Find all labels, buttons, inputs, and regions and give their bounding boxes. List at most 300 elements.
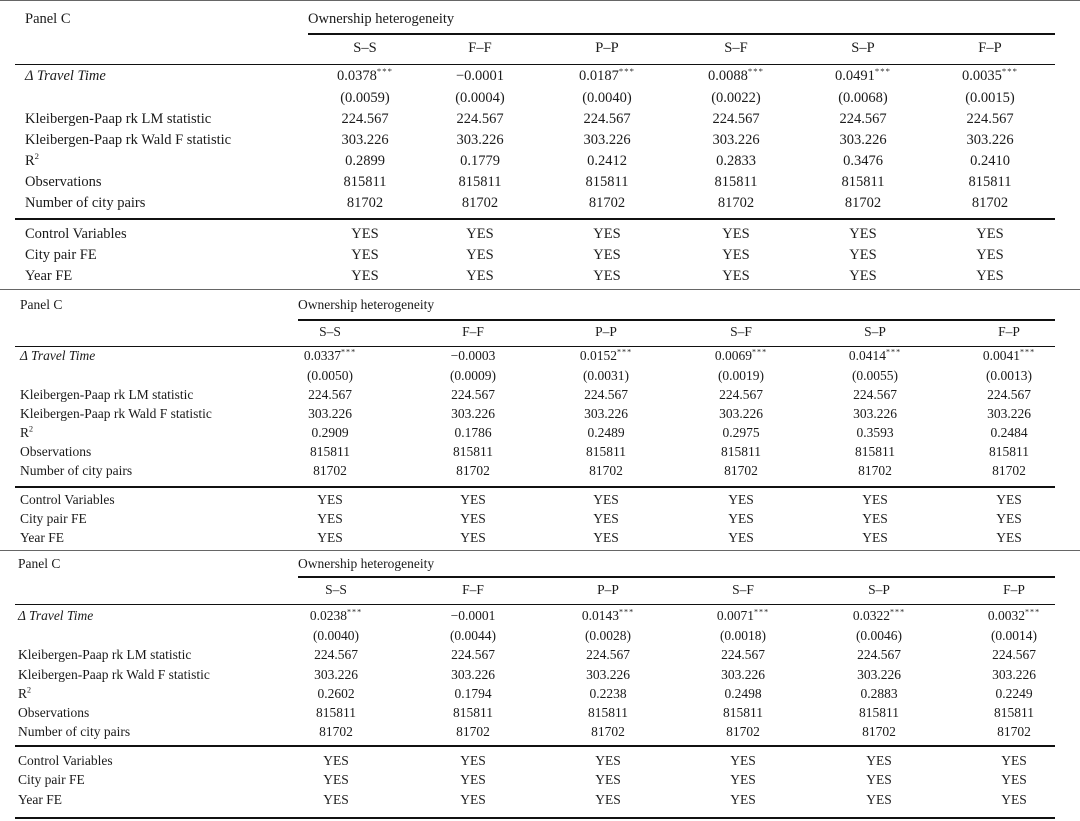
table-cell xyxy=(666,247,806,264)
cell-value: 303.226 xyxy=(987,406,1031,421)
cell-value: 0.2975 xyxy=(722,425,760,440)
column-header: F–P xyxy=(978,40,1002,56)
table-cell xyxy=(260,463,400,479)
header-rule xyxy=(308,33,1055,35)
table-cell xyxy=(260,425,400,441)
table-cell xyxy=(260,492,400,508)
cell-value: 81702 xyxy=(346,195,384,211)
table-cell xyxy=(536,425,676,441)
table-cell xyxy=(538,608,678,624)
cell-value: 0.2412 xyxy=(587,153,627,169)
cell-value: YES xyxy=(595,753,621,768)
cell-value: YES xyxy=(976,247,1004,263)
column-header: S–P xyxy=(868,582,890,597)
cell-value: YES xyxy=(730,753,756,768)
table-cell xyxy=(410,153,550,170)
table-cell xyxy=(536,492,676,508)
cell-value: YES xyxy=(593,511,619,526)
table-cell xyxy=(805,387,945,403)
cell-value: 303.226 xyxy=(839,132,887,148)
cell-value: YES xyxy=(996,492,1022,507)
table-cell xyxy=(671,492,811,508)
table-cell xyxy=(805,406,945,422)
table-cell xyxy=(671,530,811,546)
row-label-text: Δ Travel Time xyxy=(25,68,106,84)
table-cell xyxy=(793,111,933,128)
table-cell xyxy=(537,174,677,191)
table-cell xyxy=(805,530,945,546)
cell-value: 81702 xyxy=(992,463,1026,478)
table-cell xyxy=(403,608,543,624)
cell-value: 0.0152 xyxy=(579,348,617,363)
significance-stars: *** xyxy=(340,347,357,357)
cell-value: (0.0050) xyxy=(306,368,354,383)
table-cell xyxy=(939,368,1079,384)
table-cell xyxy=(793,68,933,85)
cell-value: 81702 xyxy=(319,724,353,739)
cell-value: 303.226 xyxy=(853,406,897,421)
table-cell xyxy=(671,425,811,441)
cell-value: (0.0004) xyxy=(455,90,505,106)
table-cell xyxy=(537,195,677,212)
cell-value: 0.0491 xyxy=(835,68,875,84)
significance-stars: *** xyxy=(747,66,764,77)
table-cell xyxy=(805,425,945,441)
table-cell xyxy=(805,511,945,527)
cell-value: YES xyxy=(593,530,619,545)
table-cell xyxy=(673,608,813,624)
cell-value: 0.2484 xyxy=(990,425,1028,440)
table-cell xyxy=(939,492,1079,508)
table-cell xyxy=(671,511,811,527)
cell-value: (0.0046) xyxy=(855,628,903,643)
cell-value: 224.567 xyxy=(451,387,495,402)
cell-value: 224.567 xyxy=(308,387,352,402)
cell-value: 224.567 xyxy=(456,111,504,127)
cell-value: 0.2899 xyxy=(345,153,385,169)
table-cell xyxy=(671,348,811,364)
row-label xyxy=(25,132,231,149)
cell-value: 815811 xyxy=(721,444,761,459)
cell-value: YES xyxy=(1001,753,1027,768)
cell-value: 81702 xyxy=(726,724,760,739)
table-cell xyxy=(666,68,806,85)
table-cell xyxy=(403,368,543,384)
row-label-text: City pair FE xyxy=(25,247,97,263)
cell-value: 815811 xyxy=(310,444,350,459)
table-cell xyxy=(809,705,949,721)
table-cell xyxy=(410,195,550,212)
cell-value: YES xyxy=(730,792,756,807)
row-label-text: Kleibergen-Paap rk LM statistic xyxy=(18,647,192,662)
row-label xyxy=(18,753,113,769)
table-panel xyxy=(0,0,1080,290)
table-cell xyxy=(944,686,1080,702)
table-cell xyxy=(939,463,1079,479)
row-label-text: Year FE xyxy=(25,268,73,284)
row-label-text: Observations xyxy=(20,444,92,459)
table-cell xyxy=(809,686,949,702)
cell-value: (0.0013) xyxy=(985,368,1033,383)
table-cell xyxy=(673,792,813,808)
cell-value: 81702 xyxy=(589,463,623,478)
row-label xyxy=(20,425,33,441)
cell-value: 224.567 xyxy=(712,111,760,127)
cell-value: YES xyxy=(593,492,619,507)
cell-value: YES xyxy=(976,226,1004,242)
cell-value: 224.567 xyxy=(451,647,495,662)
table-cell xyxy=(403,425,543,441)
table-cell xyxy=(403,724,543,740)
table-cell xyxy=(536,463,676,479)
table-cell xyxy=(920,226,1060,243)
table-panel xyxy=(0,289,1080,579)
table-cell xyxy=(410,90,550,107)
table-cell xyxy=(944,608,1080,624)
cell-value: YES xyxy=(996,530,1022,545)
row-label xyxy=(18,647,191,663)
row-label-text: R xyxy=(25,153,35,169)
table-cell xyxy=(403,686,543,702)
table-cell xyxy=(805,444,945,460)
cell-value: 224.567 xyxy=(584,387,628,402)
cell-value: YES xyxy=(996,511,1022,526)
cell-value: YES xyxy=(466,247,494,263)
significance-stars: *** xyxy=(1024,607,1041,617)
cell-value: 224.567 xyxy=(853,387,897,402)
section-rule xyxy=(15,486,1055,488)
panel-label: Panel C xyxy=(25,11,71,27)
row-label xyxy=(20,387,193,403)
significance-stars: *** xyxy=(618,66,635,77)
cell-value: 81702 xyxy=(461,195,499,211)
cell-value: 815811 xyxy=(855,444,895,459)
cell-value: 224.567 xyxy=(966,111,1014,127)
row-label xyxy=(25,153,39,170)
cell-value: (0.0031) xyxy=(582,368,630,383)
table-cell xyxy=(403,628,543,644)
cell-value: 303.226 xyxy=(719,406,763,421)
cell-value: 303.226 xyxy=(857,667,901,682)
section-rule xyxy=(15,745,1055,747)
cell-value: (0.0028) xyxy=(584,628,632,643)
table-cell xyxy=(266,705,406,721)
cell-value: 815811 xyxy=(343,174,387,190)
significance-stars: *** xyxy=(751,347,768,357)
table-cell xyxy=(809,753,949,769)
column-header: S–P xyxy=(864,324,886,339)
cell-value: 0.0143 xyxy=(581,608,619,623)
table-cell xyxy=(403,511,543,527)
table-cell xyxy=(410,174,550,191)
cell-value: YES xyxy=(728,492,754,507)
table-cell xyxy=(944,724,1080,740)
cell-value: YES xyxy=(460,753,486,768)
table-cell xyxy=(410,226,550,243)
cell-value: YES xyxy=(728,530,754,545)
table-cell xyxy=(403,492,543,508)
cell-value: 224.567 xyxy=(992,647,1036,662)
table-cell xyxy=(666,268,806,285)
column-header: P–P xyxy=(597,582,619,597)
table-cell xyxy=(673,724,813,740)
cell-value: (0.0009) xyxy=(449,368,497,383)
table-cell xyxy=(944,667,1080,683)
significance-stars: *** xyxy=(885,347,902,357)
row-label-text: Number of city pairs xyxy=(20,463,133,478)
cell-value: (0.0014) xyxy=(990,628,1038,643)
cell-value: 0.1794 xyxy=(454,686,492,701)
cell-value: 0.0414 xyxy=(848,348,886,363)
row-label-text: City pair FE xyxy=(18,772,85,787)
row-label-text: Δ Travel Time xyxy=(20,348,96,363)
table-cell xyxy=(809,772,949,788)
table-cell xyxy=(403,753,543,769)
cell-value: 0.0238 xyxy=(309,608,347,623)
significance-stars: *** xyxy=(346,607,363,617)
table-cell xyxy=(537,226,677,243)
significance-stars: *** xyxy=(753,607,770,617)
header-rule xyxy=(298,319,1055,321)
cell-value: 224.567 xyxy=(719,387,763,402)
row-label-text: R xyxy=(18,686,28,701)
cell-value: YES xyxy=(460,492,486,507)
panel-label: Panel C xyxy=(18,556,61,571)
cell-value: YES xyxy=(460,792,486,807)
panel-top-rule xyxy=(0,289,1080,290)
cell-value: YES xyxy=(730,772,756,787)
row-label-text: Kleibergen-Paap rk Wald F statistic xyxy=(20,406,212,421)
table-cell xyxy=(403,705,543,721)
table-cell xyxy=(944,647,1080,663)
column-header: F–F xyxy=(468,40,492,56)
table-cell xyxy=(260,511,400,527)
column-header: S–S xyxy=(319,324,341,339)
table-cell xyxy=(920,195,1060,212)
cell-value: 815811 xyxy=(585,174,629,190)
cell-value: 0.2249 xyxy=(995,686,1033,701)
row-label xyxy=(25,111,211,128)
row-label-text: Kleibergen-Paap rk LM statistic xyxy=(25,111,212,127)
row-label-text: City pair FE xyxy=(20,511,87,526)
cell-value: YES xyxy=(351,226,379,242)
cell-value: 224.567 xyxy=(839,111,887,127)
cell-value: 815811 xyxy=(994,705,1034,720)
cell-value: YES xyxy=(593,226,621,242)
table-cell xyxy=(939,444,1079,460)
table-cell xyxy=(920,90,1060,107)
cell-value: YES xyxy=(351,268,379,284)
table-cell xyxy=(666,153,806,170)
cell-value: 0.2498 xyxy=(724,686,762,701)
row-label-text: Kleibergen-Paap rk LM statistic xyxy=(20,387,194,402)
cell-value: YES xyxy=(866,753,892,768)
cell-value: YES xyxy=(317,530,343,545)
cell-value: 0.2410 xyxy=(970,153,1010,169)
cell-value: 0.1786 xyxy=(454,425,492,440)
column-header: P–P xyxy=(595,40,619,56)
row-label-text: Control Variables xyxy=(20,492,115,507)
table-cell xyxy=(260,444,400,460)
table-cell xyxy=(944,628,1080,644)
table-cell xyxy=(537,111,677,128)
cell-value: 0.1779 xyxy=(460,153,500,169)
panel-top-rule xyxy=(0,550,1080,551)
table-cell xyxy=(266,753,406,769)
cell-value: 303.226 xyxy=(712,132,760,148)
row-label xyxy=(25,226,127,243)
panel-label: Panel C xyxy=(20,297,63,312)
column-header: S–F xyxy=(724,40,748,56)
row-label-text: Kleibergen-Paap rk Wald F statistic xyxy=(25,132,232,148)
cell-value: −0.0001 xyxy=(455,68,505,84)
cell-value: 224.567 xyxy=(987,387,1031,402)
table-cell xyxy=(538,628,678,644)
column-header: F–F xyxy=(462,324,484,339)
cell-value: 0.2238 xyxy=(589,686,627,701)
cell-value: YES xyxy=(1001,772,1027,787)
column-header-rule xyxy=(15,604,1055,605)
row-label xyxy=(25,247,97,264)
cell-value: (0.0040) xyxy=(312,628,360,643)
significance-stars: *** xyxy=(874,66,891,77)
cell-value: 0.0069 xyxy=(714,348,752,363)
table-cell xyxy=(805,463,945,479)
cell-value: YES xyxy=(866,792,892,807)
table-cell xyxy=(537,90,677,107)
table-cell xyxy=(673,667,813,683)
row-label xyxy=(18,686,31,702)
cell-value: 0.0337 xyxy=(303,348,341,363)
cell-value: 81702 xyxy=(844,195,882,211)
table-cell xyxy=(666,226,806,243)
row-label xyxy=(20,444,91,460)
cell-value: 0.0187 xyxy=(579,68,619,84)
cell-value: YES xyxy=(460,772,486,787)
cell-value: 224.567 xyxy=(341,111,389,127)
cell-value: 303.226 xyxy=(966,132,1014,148)
cell-value: 0.2602 xyxy=(317,686,355,701)
table-cell xyxy=(809,647,949,663)
column-header: F–F xyxy=(462,582,484,597)
table-cell xyxy=(410,132,550,149)
cell-value: 303.226 xyxy=(308,406,352,421)
table-cell xyxy=(410,68,550,85)
cell-value: −0.0001 xyxy=(450,608,496,623)
cell-value: 815811 xyxy=(586,444,626,459)
row-label xyxy=(25,195,145,212)
bottom-rule xyxy=(15,817,1055,819)
cell-value: 815811 xyxy=(841,174,885,190)
table-cell xyxy=(944,772,1080,788)
cell-value: YES xyxy=(862,530,888,545)
row-label-superscript: 2 xyxy=(29,424,34,434)
cell-value: (0.0040) xyxy=(582,90,632,106)
table-cell xyxy=(809,628,949,644)
group-header: Ownership heterogeneity xyxy=(298,556,435,571)
table-cell xyxy=(809,667,949,683)
significance-stars: *** xyxy=(1001,66,1018,77)
table-cell xyxy=(403,667,543,683)
table-cell xyxy=(538,792,678,808)
cell-value: (0.0022) xyxy=(711,90,761,106)
row-label xyxy=(25,68,106,85)
table-cell xyxy=(939,530,1079,546)
table-cell xyxy=(537,153,677,170)
cell-value: 0.3593 xyxy=(856,425,894,440)
cell-value: 303.226 xyxy=(583,132,631,148)
cell-value: YES xyxy=(1001,792,1027,807)
row-label xyxy=(20,530,64,546)
column-header: P–P xyxy=(595,324,617,339)
table-cell xyxy=(920,174,1060,191)
cell-value: 0.2833 xyxy=(716,153,756,169)
table-cell xyxy=(260,387,400,403)
table-cell xyxy=(944,705,1080,721)
column-header: S–F xyxy=(732,582,754,597)
table-cell xyxy=(793,174,933,191)
table-panel xyxy=(0,550,1080,821)
column-header: F–P xyxy=(998,324,1020,339)
table-cell xyxy=(403,444,543,460)
row-label-superscript: 2 xyxy=(34,151,40,162)
cell-value: 0.0032 xyxy=(987,608,1025,623)
cell-value: 224.567 xyxy=(314,647,358,662)
table-cell xyxy=(805,368,945,384)
cell-value: 81702 xyxy=(862,724,896,739)
column-header: S–S xyxy=(325,582,347,597)
table-cell xyxy=(671,387,811,403)
significance-stars: *** xyxy=(376,66,393,77)
table-cell xyxy=(536,444,676,460)
table-cell xyxy=(805,348,945,364)
cell-value: (0.0019) xyxy=(717,368,765,383)
table-cell xyxy=(666,132,806,149)
cell-value: YES xyxy=(317,511,343,526)
table-cell xyxy=(260,368,400,384)
cell-value: 303.226 xyxy=(314,667,358,682)
cell-value: 224.567 xyxy=(586,647,630,662)
table-cell xyxy=(673,772,813,788)
cell-value: 81702 xyxy=(971,195,1009,211)
cell-value: 81702 xyxy=(997,724,1031,739)
cell-value: 303.226 xyxy=(584,406,628,421)
cell-value: YES xyxy=(351,247,379,263)
cell-value: 0.0041 xyxy=(982,348,1020,363)
table-cell xyxy=(939,387,1079,403)
table-cell xyxy=(939,425,1079,441)
table-cell xyxy=(266,647,406,663)
table-cell xyxy=(671,368,811,384)
cell-value: YES xyxy=(593,247,621,263)
table-cell xyxy=(537,247,677,264)
table-cell xyxy=(673,647,813,663)
cell-value: YES xyxy=(317,492,343,507)
cell-value: 0.0322 xyxy=(852,608,890,623)
cell-value: 224.567 xyxy=(583,111,631,127)
cell-value: YES xyxy=(593,268,621,284)
cell-value: YES xyxy=(323,772,349,787)
table-cell xyxy=(403,772,543,788)
row-label-text: Δ Travel Time xyxy=(18,608,94,623)
table-cell xyxy=(793,90,933,107)
cell-value: 224.567 xyxy=(721,647,765,662)
cell-value: 815811 xyxy=(588,705,628,720)
table-cell xyxy=(666,90,806,107)
cell-value: 81702 xyxy=(717,195,755,211)
table-cell xyxy=(939,511,1079,527)
cell-value: (0.0044) xyxy=(449,628,497,643)
